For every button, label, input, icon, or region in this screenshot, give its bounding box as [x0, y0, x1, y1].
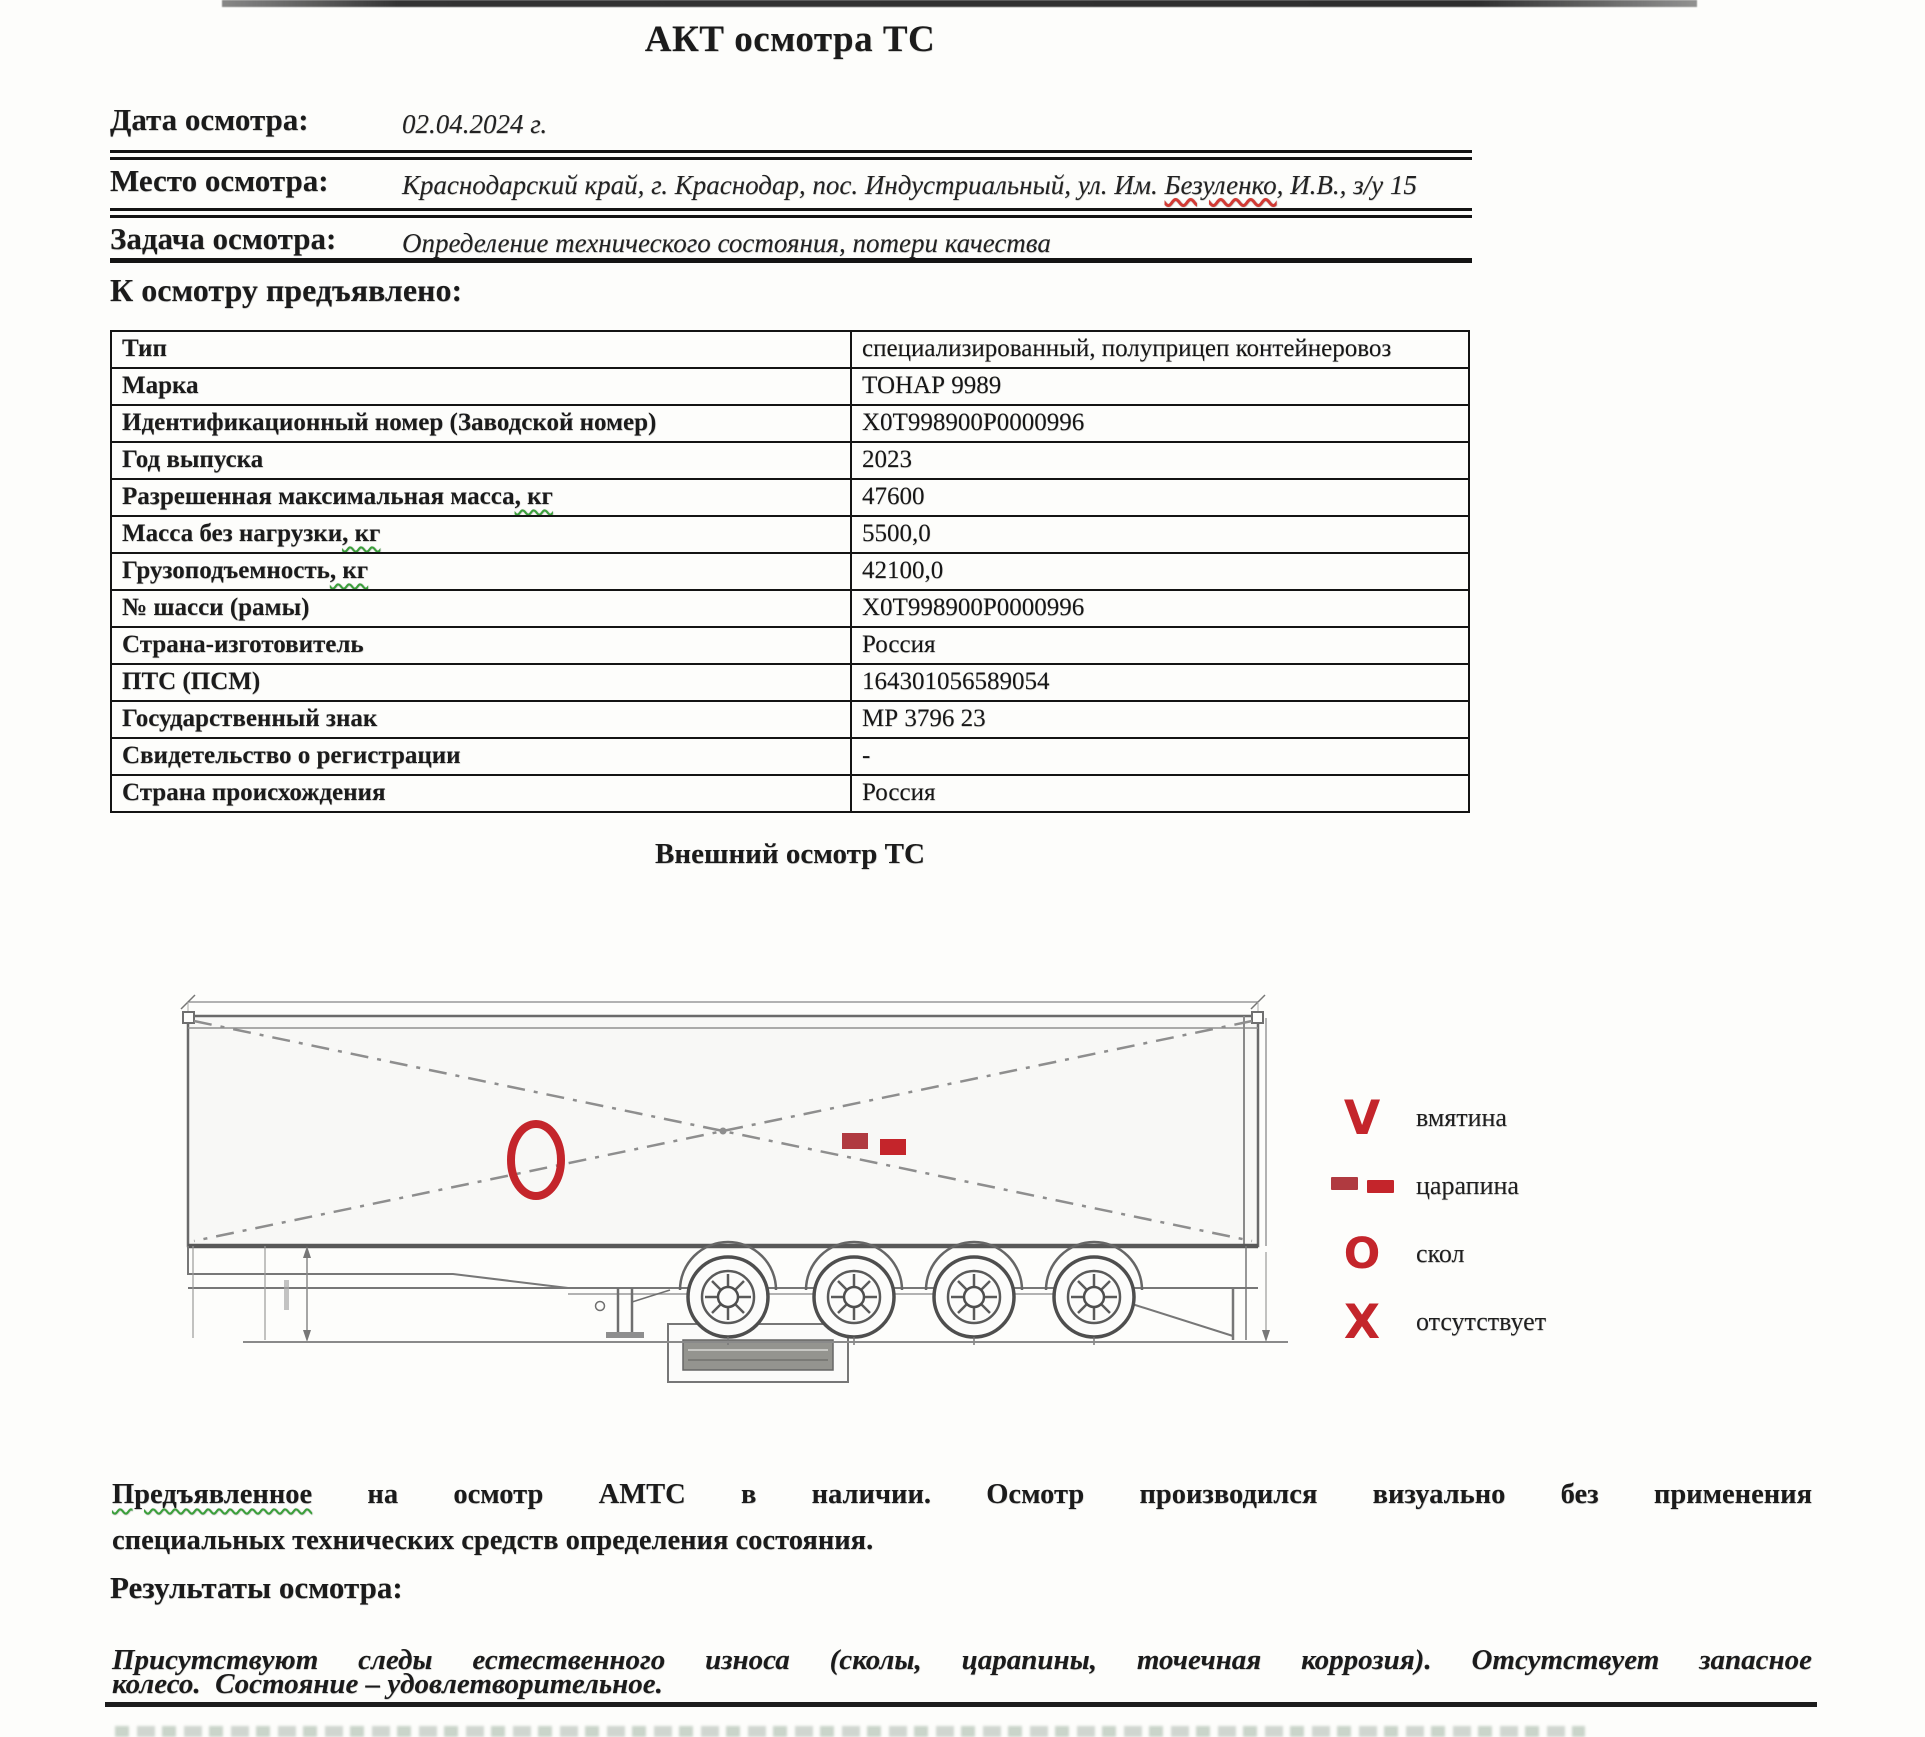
grammar-flagged-word: Предъявленное [112, 1479, 313, 1510]
row-value: X0T998900P0000996 [851, 405, 1469, 442]
legend-item-dent [1322, 1084, 1682, 1152]
row-value: Россия [851, 627, 1469, 664]
table-row: Марка ТОНАР 9989 [111, 368, 1469, 405]
dimension-line-left [265, 1246, 311, 1342]
table-row: Масса без нагрузки, кг 5500,0 [111, 516, 1469, 553]
misspelled-word: Безуленко [1164, 170, 1277, 200]
results-text-line2: колесо. Состояние – удовлетворительное. [112, 1668, 663, 1700]
table-row: № шасси (рамы) X0T998900P0000996 [111, 590, 1469, 627]
inspection-note-line2: специальных технических средств определения состояния. [112, 1525, 874, 1556]
task-value: Определение технического состояния, потери качества [402, 228, 1051, 258]
landing-gear [596, 1288, 671, 1338]
place-label: Место осмотра: [110, 163, 329, 198]
row-value: МР 3796 23 [851, 701, 1469, 738]
header-row-date [110, 102, 1470, 140]
dimension-line-top [181, 995, 1265, 1016]
results-underline [105, 1702, 1817, 1707]
vehicle-table [110, 330, 1470, 813]
legend-item-missing [1322, 1288, 1682, 1356]
table-row: ПТС (ПСМ) 164301056589054 [111, 664, 1469, 701]
legend-item-chip [1322, 1220, 1682, 1288]
table-row: Страна происхождения Россия [111, 775, 1469, 812]
table-row: Разрешенная максимальная масса, кг 47600 [111, 479, 1469, 516]
divider-line [110, 258, 1472, 263]
exterior-section-heading: Внешний осмотр ТС [655, 838, 925, 870]
row-value: 5500,0 [851, 516, 1469, 553]
place-value: Краснодарский край, г. Краснодар, пос. Индустриальный, ул. Им. Безуленко, И.В., з/у 15 [402, 170, 1417, 200]
task-label: Задача осмотра: [110, 221, 337, 256]
table-row: Государственный знак МР 3796 23 [111, 701, 1469, 738]
dimension-line-rear [1262, 1252, 1270, 1342]
presented-section-heading: К осмотру предъявлено: [110, 272, 463, 308]
legend-item-scratch [1322, 1152, 1682, 1220]
results-text-line1: Присутствуют следы естественного износа (сколы, царапины, точечная коррозия). Отсутствует запасное [112, 1644, 1812, 1676]
legend-label: вмятина [1416, 1103, 1507, 1132]
row-value: 42100,0 [851, 553, 1469, 590]
toolbox [668, 1324, 848, 1382]
table-row: Грузоподъемность, кг 42100,0 [111, 553, 1469, 590]
table-row: Страна-изготовитель Россия [111, 627, 1469, 664]
table-row: Свидетельство о регистрации - [111, 738, 1469, 775]
results-heading: Результаты осмотра: [110, 1570, 403, 1605]
row-value: - [851, 738, 1469, 775]
header-row-task [110, 221, 1470, 259]
missing-symbol-icon: X [1343, 1294, 1381, 1350]
legend-label: царапина [1416, 1171, 1519, 1200]
chip-symbol-icon: O [1343, 1228, 1381, 1279]
scratch-symbol-icon [1322, 1180, 1402, 1193]
table-row: Идентификационный номер (Заводской номер) X0T998900P0000996 [111, 405, 1469, 442]
table-row: Год выпуска 2023 [111, 442, 1469, 479]
legend-label: скол [1416, 1239, 1465, 1268]
scan-artifact-bottom [115, 1726, 1585, 1737]
row-value: 164301056589054 [851, 664, 1469, 701]
wheel-icon [926, 1242, 1022, 1345]
divider-line [110, 150, 1472, 160]
date-label: Дата осмотра: [110, 102, 309, 137]
table-row: Тип специализированный, полуприцеп контейнеровоз [111, 331, 1469, 368]
date-value: 02.04.2024 г. [402, 109, 548, 139]
inspection-note-line1: Предъявленное на осмотр АМТС в наличии. Осмотр производился визуально без применения [112, 1479, 1812, 1510]
legend-label: отсутствует [1416, 1307, 1547, 1336]
row-value: 47600 [851, 479, 1469, 516]
wheel-icon [1046, 1242, 1142, 1345]
row-value: специализированный, полуприцеп контейнеровоз [851, 331, 1469, 368]
row-value: 2023 [851, 442, 1469, 479]
row-value: ТОНАР 9989 [851, 368, 1469, 405]
defect-legend [1322, 1084, 1682, 1356]
row-value: Россия [851, 775, 1469, 812]
dent-symbol-icon: V [1343, 1090, 1381, 1146]
scan-artifact-top [222, 0, 1697, 7]
row-value: X0T998900P0000996 [851, 590, 1469, 627]
header-row-place [110, 163, 1470, 201]
page-title: АКТ осмотра ТС [644, 19, 936, 60]
divider-line [110, 208, 1472, 218]
